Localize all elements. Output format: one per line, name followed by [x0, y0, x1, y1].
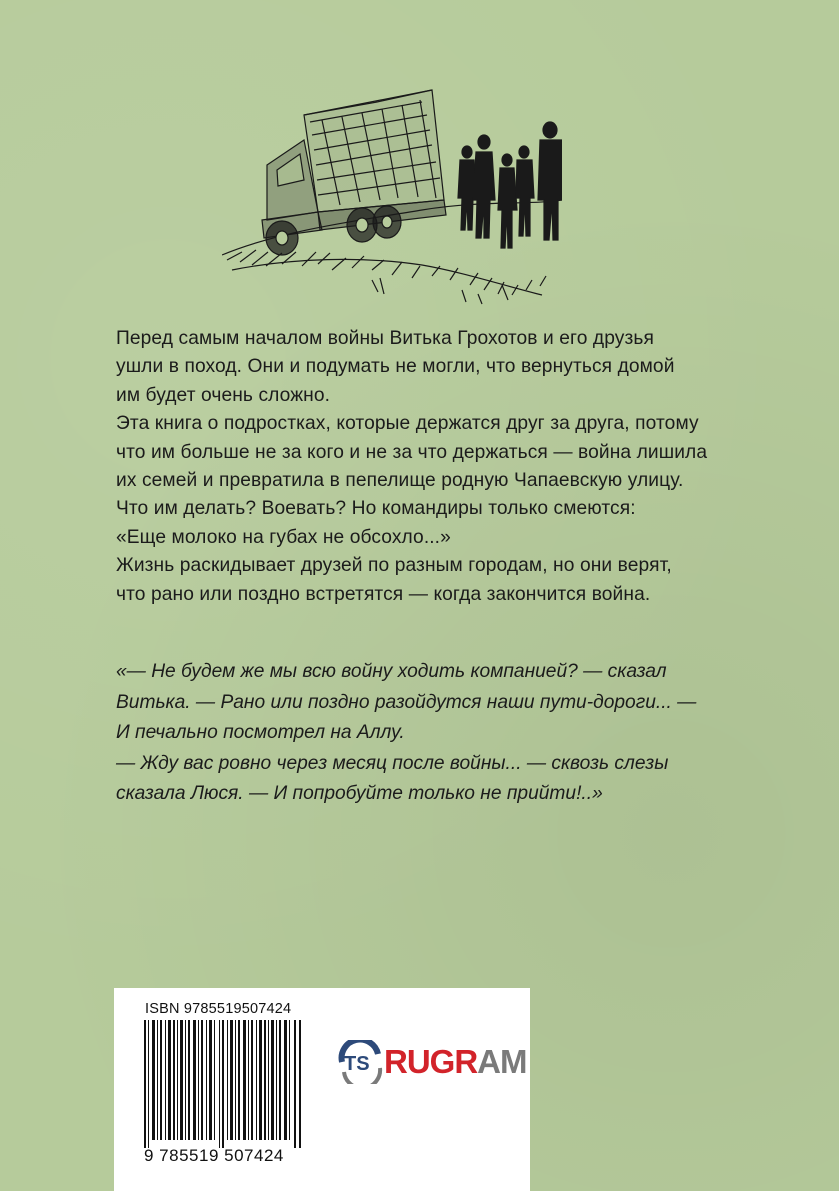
- publisher-name-part: A: [477, 1043, 501, 1080]
- isbn-label: ISBN 9785519507424: [145, 1001, 292, 1017]
- quote-line: Витька. — Рано или поздно разойдутся наши пути-дороги... —: [116, 691, 697, 713]
- publisher-name-part: RUGR: [384, 1043, 478, 1080]
- blurb-line: что рано или поздно встретятся — когда закончится война.: [116, 583, 651, 605]
- blurb-text: [116, 325, 716, 609]
- blurb-line: Жизнь раскидывает друзей по разным городам, но они верят,: [116, 555, 672, 577]
- logo-mark-text: TS: [344, 1053, 370, 1075]
- quote-line: сказала Люся. — И попробуйте только не прийти!..»: [116, 783, 603, 804]
- quote-excerpt: [116, 657, 736, 810]
- barcode-digits: 9 785519 507424: [144, 1146, 284, 1165]
- barcode-icon: [144, 1020, 302, 1148]
- quote-line: И печально посмотрел на Аллу.: [116, 722, 405, 743]
- truck-and-people-sketch-icon: [222, 80, 562, 305]
- blurb-line: Перед самым началом войны Витька Грохотов и его друзья: [116, 328, 654, 349]
- ts-logo-mark-icon: [338, 1040, 384, 1084]
- blurb-line: «Еще молоко на губах не обсохло...»: [116, 526, 451, 548]
- publisher-logo: [338, 1040, 527, 1084]
- blurb-line: Что им делать? Воевать? Но командиры только смеются:: [116, 498, 636, 520]
- barcode-panel: [114, 988, 530, 1191]
- publisher-name: [384, 1042, 527, 1082]
- quote-line: — Жду вас ровно через месяц после войны... — сквозь слезы: [116, 752, 669, 774]
- quote-line: «— Не будем же мы всю войну ходить компанией? — сказал: [116, 661, 667, 682]
- publisher-name-part: M: [500, 1043, 527, 1080]
- blurb-line: ушли в поход. Они и подумать не могли, что вернуться домой: [116, 356, 675, 378]
- blurb-line: Эта книга о подростках, которые держатся друг за друга, потому: [116, 413, 699, 435]
- blurb-line: им будет очень сложно.: [116, 384, 331, 406]
- blurb-line: их семей и превратила в пепелище родную Чапаевскую улицу.: [116, 470, 684, 492]
- blurb-line: что им больше не за кого и не за что держаться — война лишила: [116, 441, 708, 463]
